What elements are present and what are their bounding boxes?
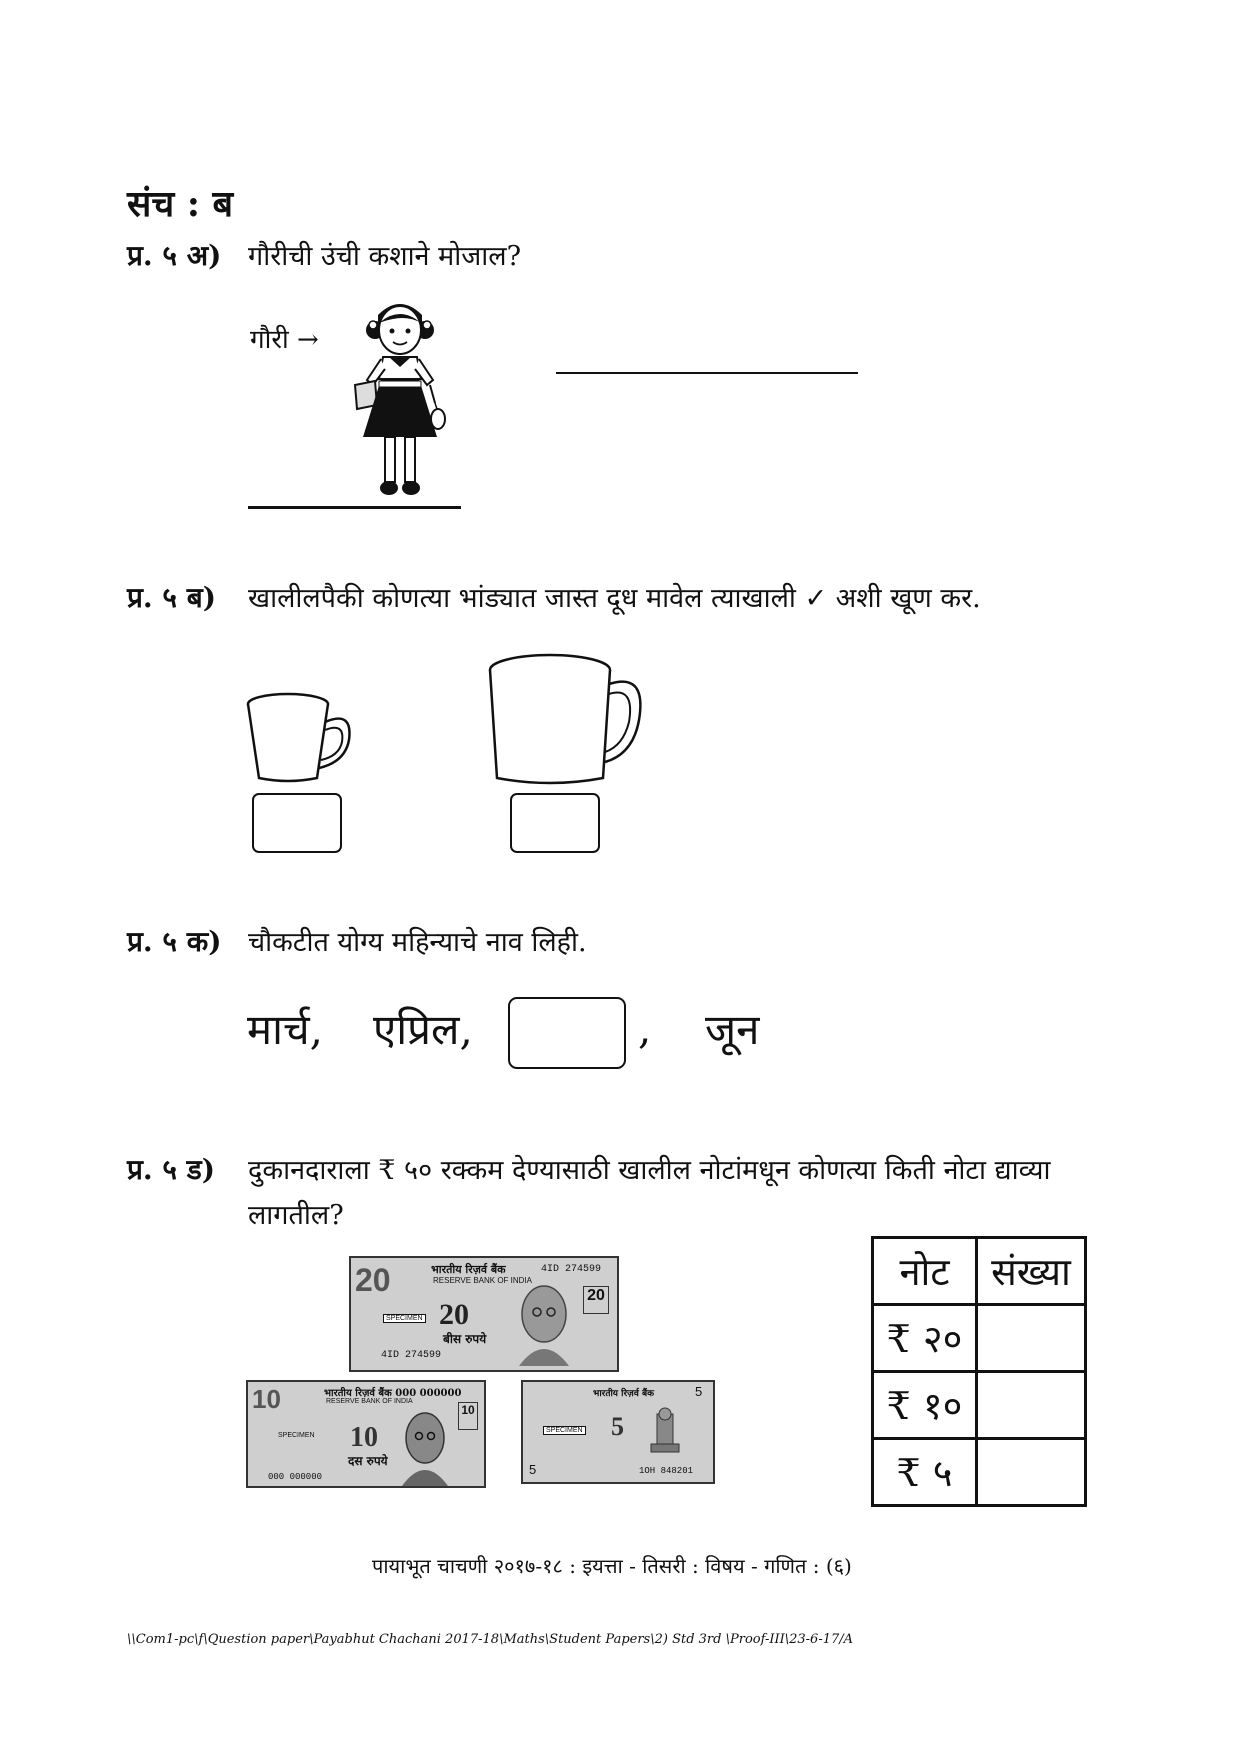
question-5b-text: खालीलपैकी कोणत्या भांड्यात जास्त दूध मावेल त्याखाली ✓ अशी खूण कर. <box>248 583 981 614</box>
question-5d-text-line1: दुकानदाराला ₹ ५० रक्कम देण्यासाठी खालील नोटांमधून कोणत्या किती नोटा द्याव्या <box>248 1155 1051 1186</box>
note20-words: बीस रुपये <box>443 1332 487 1346</box>
rupee-10-note-image <box>246 1380 486 1488</box>
file-path: \\Com1-pc\f\Question paper\Payabhut Chachani 2017-18\Maths\Student Papers\2) Std 3rd \Proof-III\23-6-17/A <box>127 1632 854 1647</box>
table-header-note: नोट <box>873 1238 977 1305</box>
answer-line[interactable] <box>556 372 858 374</box>
note5-corner-value: 5 <box>695 1384 703 1399</box>
table-cell-note-5: ₹ ५ <box>873 1439 977 1506</box>
table-cell-count-20[interactable] <box>976 1305 1085 1372</box>
note5-bottom-value: 5 <box>529 1462 537 1477</box>
note10-serial: 000 000000 <box>268 1472 323 1482</box>
table-row <box>873 1439 1086 1506</box>
note20-serial-top: 4ID 274599 <box>541 1264 602 1275</box>
rupee-5-note-image <box>521 1380 715 1484</box>
month-comma: , <box>638 1004 652 1053</box>
note20-side-value: 20 <box>583 1286 609 1314</box>
question-5d-number: प्र. ५ ड) <box>127 1153 215 1186</box>
large-cup-checkbox[interactable] <box>510 793 600 853</box>
question-5c-text: चौकटीत योग्य महिन्याचे नाव लिही. <box>248 927 587 958</box>
note20-corner-value: 20 <box>355 1262 391 1298</box>
ground-line <box>248 506 461 509</box>
note10-words: दस रुपये <box>348 1454 388 1468</box>
note20-serial-bottom: 4ID 274599 <box>381 1350 442 1361</box>
note10-center-value: 10 <box>350 1422 378 1453</box>
table-cell-count-5[interactable] <box>976 1439 1085 1506</box>
note5-specimen: SPECIMEN <box>543 1426 586 1435</box>
table-row <box>873 1305 1086 1372</box>
month-answer-box[interactable] <box>508 997 626 1069</box>
girl-illustration <box>345 295 455 510</box>
table-header-count: संख्या <box>976 1238 1085 1305</box>
note10-side-value: 10 <box>458 1402 478 1430</box>
set-title: संच : ब <box>127 183 234 225</box>
note20-portrait-icon <box>509 1272 579 1366</box>
question-5a-text: गौरीची उंची कशाने मोजाल? <box>248 241 522 272</box>
note20-center-value: 20 <box>439 1298 469 1331</box>
small-cup-checkbox[interactable] <box>252 793 342 853</box>
note10-corner-value: 10 <box>252 1384 281 1414</box>
large-cup-icon <box>487 650 647 790</box>
note5-serial: 1OH 848201 <box>639 1466 694 1476</box>
note10-portrait-icon <box>396 1400 454 1486</box>
note20-specimen: SPECIMEN <box>383 1314 426 1323</box>
question-5a-number: प्र. ५ अ) <box>127 239 222 272</box>
table-row <box>873 1372 1086 1439</box>
gauri-arrow-label: गौरी → <box>250 325 319 355</box>
table-cell-count-10[interactable] <box>976 1372 1085 1439</box>
table-cell-note-10: ₹ १० <box>873 1372 977 1439</box>
note20-bank-sub: RESERVE BANK OF INDIA <box>433 1276 532 1285</box>
question-5d-text-line2: लागतील? <box>248 1200 344 1231</box>
note20-bank-name: भारतीय रिज़र्व बैंक <box>431 1263 506 1276</box>
note5-center-value: 5 <box>611 1412 624 1441</box>
question-5c-number: प्र. ५ क) <box>127 925 222 958</box>
note10-specimen: SPECIMEN <box>278 1432 315 1439</box>
month-march: मार्च, <box>247 1005 324 1054</box>
note10-bank-sub: RESERVE BANK OF INDIA <box>326 1398 413 1405</box>
small-cup-icon <box>245 690 357 786</box>
note-count-table <box>871 1236 1087 1507</box>
note5-bank-name: भारतीय रिज़र्व बैंक <box>593 1389 655 1399</box>
table-cell-note-20: ₹ २० <box>873 1305 977 1372</box>
month-june: जून <box>705 1005 760 1054</box>
note10-bank-name: भारतीय रिज़र्व बैंक 000 000000 <box>324 1388 462 1399</box>
table-header-row <box>873 1238 1086 1305</box>
rupee-20-note-image <box>349 1256 619 1372</box>
month-april: एप्रिल, <box>373 1005 473 1054</box>
question-5b-number: प्र. ५ ब) <box>127 581 216 614</box>
note5-emblem-icon <box>647 1406 683 1456</box>
page-footer: पायाभूत चाचणी २०१७-१८ : इयत्ता - तिसरी : विषय - गणित : (६) <box>372 1554 852 1578</box>
